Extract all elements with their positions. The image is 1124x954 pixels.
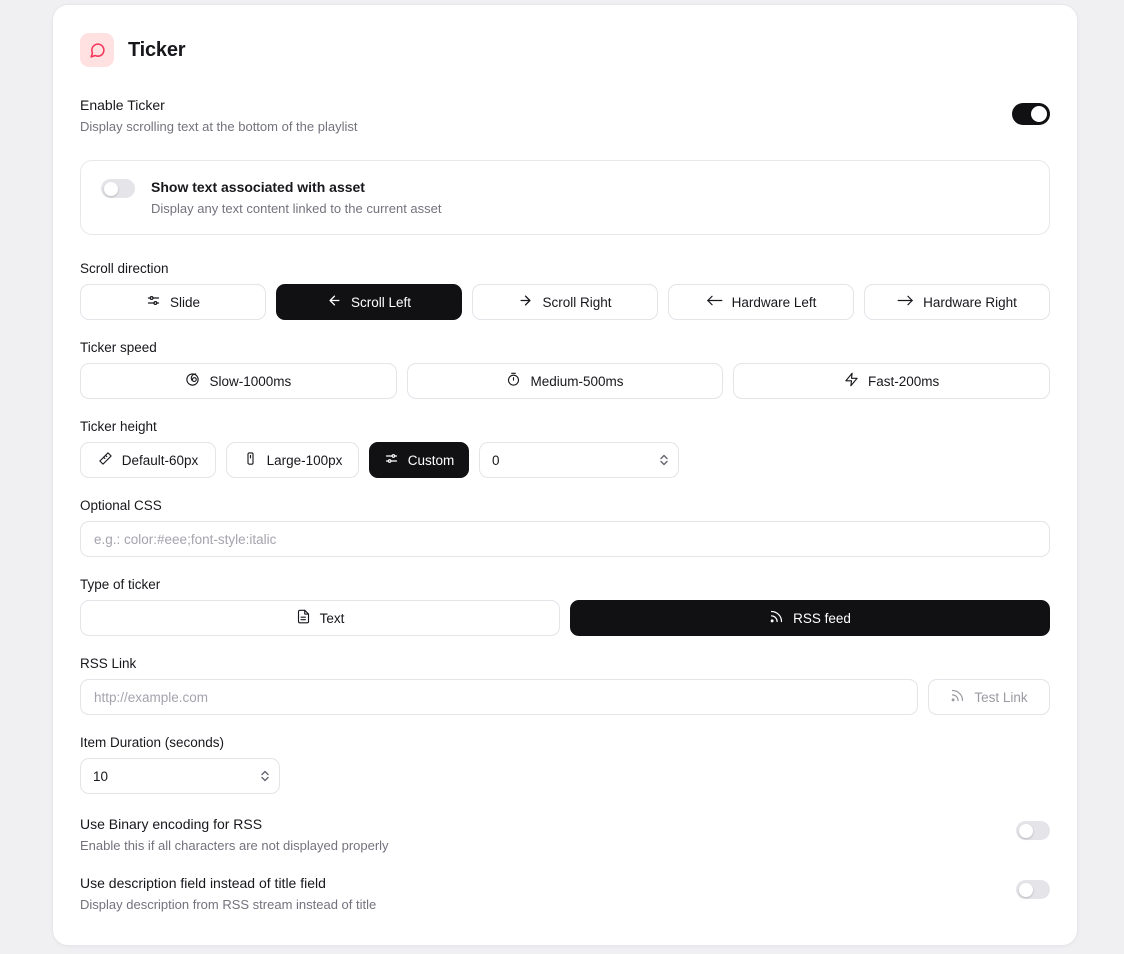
scroll-direction-hardware-right[interactable] [864,284,1050,320]
test-link-button[interactable] [928,679,1050,715]
scroll-direction-scroll-left[interactable] [276,284,462,320]
ticker-height-custom[interactable] [369,442,469,478]
toggle-knob [1031,106,1047,122]
type-of-ticker-text-label: Text [319,610,345,626]
asset-text-toggle[interactable] [101,179,135,198]
message-square-icon [80,33,114,67]
ticker-height-default-label: Default-60px [121,452,199,468]
scroll-direction-section [80,261,1050,320]
enable-ticker-toggle[interactable] [1012,103,1050,125]
ticker-settings-panel [52,4,1078,946]
scroll-direction-hardware-left-label: Hardware Left [731,294,817,310]
ticker-height-default[interactable] [80,442,216,478]
type-of-ticker-rss[interactable] [570,600,1050,636]
ruler-icon [98,451,113,469]
item-duration-input[interactable] [93,769,253,784]
ticker-height-large[interactable] [226,442,359,478]
page-title: Ticker [128,38,186,61]
item-duration-section [80,735,1050,794]
ticker-height-options [80,442,1050,478]
description-field-label: Use description field instead of title field [80,875,326,891]
optional-css-section [80,498,1050,557]
panel-header [80,33,1050,67]
file-text-icon [296,609,311,627]
scroll-direction-scroll-right-label: Scroll Right [542,294,612,310]
ticker-speed-slow-label: Slow-1000ms [209,373,292,389]
scroll-direction-slide[interactable] [80,284,266,320]
type-of-ticker-options [80,600,1050,636]
type-of-ticker-label: Type of ticker [80,577,161,592]
type-of-ticker-section [80,577,1050,636]
timer-icon [506,372,521,390]
arrow-right-icon [518,293,533,311]
scroll-direction-hardware-left[interactable] [668,284,854,320]
scroll-direction-hardware-right-label: Hardware Right [923,294,1017,310]
sliders-icon [146,293,161,311]
scroll-direction-options [80,284,1050,320]
item-duration-input-wrap[interactable] [80,758,280,794]
toggle-knob [1019,883,1033,897]
ticker-height-section [80,419,1050,478]
type-of-ticker-text[interactable] [80,600,560,636]
ticker-height-label: Ticker height [80,419,157,434]
ticker-speed-fast[interactable] [733,363,1050,399]
binary-encoding-toggle[interactable] [1016,821,1050,840]
ticker-speed-medium-label: Medium-500ms [530,373,624,389]
asset-text-card [80,160,1050,235]
rss-icon [769,609,784,627]
ticker-speed-slow[interactable] [80,363,397,399]
rss-icon [950,688,965,706]
ticker-height-custom-input-wrap[interactable] [479,442,679,478]
long-arrow-left-icon [706,293,723,311]
toggle-knob [104,182,118,196]
enable-ticker-description: Display scrolling text at the bottom of the playlist [80,119,358,134]
scroll-direction-slide-label: Slide [169,294,201,310]
ticker-height-custom-label: Custom [407,452,455,468]
zap-icon [844,372,859,390]
rss-link-input[interactable] [80,679,918,715]
rss-link-row [80,679,1050,715]
type-of-ticker-rss-label: RSS feed [793,610,851,626]
ticker-speed-options [80,363,1050,399]
ticker-speed-section [80,340,1050,399]
binary-encoding-description: Enable this if all characters are not displayed properly [80,838,389,853]
ticker-speed-label: Ticker speed [80,340,157,355]
asset-text-label: Show text associated with asset [151,179,365,195]
item-duration-label: Item Duration (seconds) [80,735,225,750]
long-arrow-right-icon [897,293,914,311]
ticker-speed-fast-label: Fast-200ms [868,373,940,389]
rss-link-label: RSS Link [80,656,137,671]
binary-encoding-label: Use Binary encoding for RSS [80,816,263,832]
optional-css-input[interactable] [80,521,1050,557]
description-field-row [80,875,1050,912]
description-field-description: Display description from RSS stream instead of title [80,897,377,912]
rss-link-section [80,656,1050,715]
ticker-speed-medium[interactable] [407,363,724,399]
battery-icon [243,451,258,469]
description-field-toggle[interactable] [1016,880,1050,899]
binary-encoding-row [80,816,1050,853]
asset-text-description: Display any text content linked to the current asset [151,201,442,216]
ticker-height-large-label: Large-100px [266,452,343,468]
scroll-direction-scroll-left-label: Scroll Left [350,294,412,310]
enable-ticker-label: Enable Ticker [80,97,165,113]
optional-css-label: Optional CSS [80,498,162,513]
test-link-button-label: Test Link [974,689,1028,705]
toggle-knob [1019,824,1033,838]
snail-icon [185,372,200,390]
settings-icon [384,451,399,469]
scroll-direction-scroll-right[interactable] [472,284,658,320]
stepper-icon[interactable] [659,453,669,467]
stepper-icon[interactable] [260,769,270,783]
scroll-direction-label: Scroll direction [80,261,169,276]
ticker-height-custom-input[interactable] [492,453,652,468]
enable-ticker-row [80,97,1050,134]
arrow-left-icon [327,293,342,311]
